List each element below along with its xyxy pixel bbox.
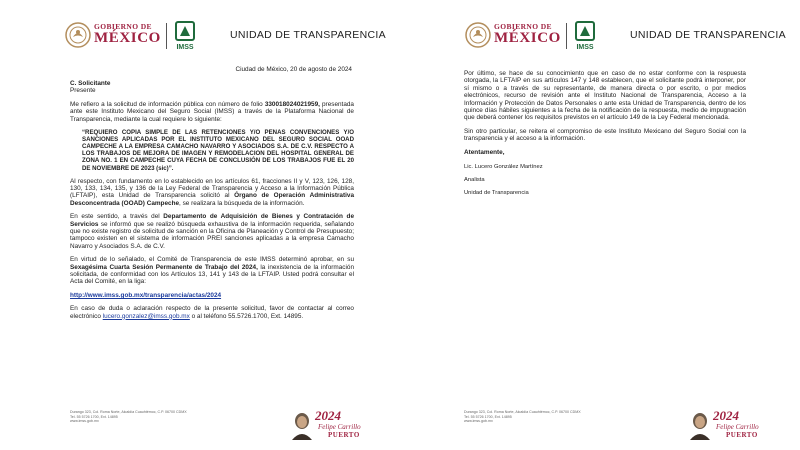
imss-logo-icon	[574, 20, 596, 52]
felipe-label: Felipe Carrillo	[318, 423, 361, 431]
mexico-emblem-icon	[64, 21, 92, 49]
year-2024: 2024	[315, 408, 341, 423]
imss-logo-text: IMSS	[176, 44, 194, 51]
paragraph-comite: En virtud de lo señalado, el Comité de Transparencia de este IMSS determinó aprobar, en su Sexagésima Cuarta Sesión Permanente de Trabajo del 2024, la inexistencia de la información solicitada, de conformidad con los Artículos 13, 141 y 143 de la LFTAIP. Usted podrá consultar el Acta del Comité, en la liga:	[70, 256, 354, 286]
footer-address: Durango 323, Col. Roma Norte, Alcaldía Cuauhtémoc, C.P. 06700 CDMX Tel. 55 5726 1700, Ext. 14895 www.imss.gob.mx	[464, 410, 581, 424]
presente-label: Presente	[70, 87, 96, 95]
email-link[interactable]: lucero.gonzalez@imss.gob.mx	[102, 312, 190, 320]
gobierno-label: GOBIERNO DE	[494, 22, 552, 31]
felipe-carrillo-portrait-icon	[290, 410, 314, 440]
header-separator	[566, 23, 567, 49]
folio-number: 330018024021959,	[264, 100, 320, 108]
paragraph-recurso: Por último, se hace de su conocimiento que en caso de no estar conforme con la respuesta otorgada, la LFTAIP en sus artículos 147 y 148 establecen, que el solicitante podrá interponer, por sí mismo o a través de su representante, de manera directa o por escrito, o por medios electrónicos, recurso de revisión ante el Instituto Nacional de Transparencia, Acceso a la Información y Protección de Datos Personales o ante esta Unidad de Transparencia, dentro de los quince días hábiles siguientes a la fecha de la notificación de la respuesta, medio de impugnación que deberá contener los requisitos previstos en el artículo 149 de la Ley Federal mencionada.	[464, 70, 746, 122]
imss-logo-text: IMSS	[576, 44, 594, 51]
felipe-label: Felipe Carrillo	[716, 423, 759, 431]
paragraph-compromiso: Sin otro particular, se reitera el compromiso de este Instituto Mexicano del Seguro Social con la transparencia y el acceso a la información.	[464, 127, 746, 143]
footer-2024-logo	[688, 408, 784, 442]
felipe-carrillo-portrait-icon	[688, 410, 712, 440]
letter-body	[70, 80, 354, 326]
page-header	[64, 20, 386, 54]
paragraph-contacto: En caso de duda o aclaración respecto de la presente solicitud, favor de contactar al correo electrónico lucero.gonzalez@imss.gob.mx o al teléfono 55.5726.1700, Ext. 14895.	[70, 305, 354, 320]
closing-atentamente: Atentamente,	[464, 148, 505, 156]
signer-role: Analista	[464, 177, 485, 184]
letter-body-continued	[464, 70, 746, 203]
mexico-emblem-icon	[464, 21, 492, 49]
signer-name: Lic. Lucero González Martínez	[464, 164, 543, 171]
puerto-label: PUERTO	[328, 431, 360, 439]
mexico-wordmark: MÉXICO	[494, 30, 561, 46]
document-page-2	[400, 0, 800, 450]
puerto-label: PUERTO	[726, 431, 758, 439]
footer-address: Durango 323, Col. Roma Norte, Alcaldía Cuauhtémoc, C.P. 06700 CDMX Tel. 55 5726 1700, Ext. 14895 www.imss.gob.mx	[70, 410, 187, 424]
header-separator	[166, 23, 167, 49]
gobierno-label: GOBIERNO DE	[94, 22, 152, 31]
actas-link[interactable]: http://www.imss.gob.mx/transparencia/actas/2024	[70, 291, 222, 299]
imss-logo-icon	[174, 20, 196, 52]
footer-2024-logo	[290, 408, 386, 442]
request-quote: “REQUIERO COPIA SIMPLE DE LAS RETENCIONES Y/O PENAS CONVENCIONES Y/O SANCIONES APLICADAS POR EL INSTITUTO MEXICANO DEL SEGURO SOCIAL OOAD CAMPECHE A LA EMPRESA CAMACHO NAVARRO Y ASOCIADOS S.A. DE C.V. RESPECTO A LOS TRABAJOS DE MEJORA DE IMAGEN Y REMODELACION DEL HOSPITAL GENERAL DE ZONA NO. 1 EN CAMPECHE CUYA FECHA DE CONCLUSIÓN DE LOS TRABAJOS FUE EL 20 DE NOVIEMBRE DE 2023 (sic)”.	[82, 129, 354, 172]
mexico-wordmark: MÉXICO	[94, 30, 161, 46]
year-2024: 2024	[713, 408, 739, 423]
paragraph-busqueda: En este sentido, a través del Departamento de Adquisición de Bienes y Contratación de Servicios se informó que se realizó búsqueda exhaustiva de la información requerida, señalando que no existe registro de solicitud de sanción en la Oficina de Planeación y Control de Presupuesto; tampoco existen en el sistema de información PREI sanciones aplicadas a la empresa Camacho Navarro y Asociados S.A. de C.V.	[70, 213, 354, 250]
unit-title: UNIDAD DE TRANSPARENCIA	[630, 29, 786, 41]
unit-title: UNIDAD DE TRANSPARENCIA	[230, 29, 386, 41]
letter-date: Ciudad de México, 20 de agosto de 2024	[235, 66, 352, 73]
signer-unit: Unidad de Transparencia	[464, 190, 529, 197]
paragraph-folio: Me refiero a la solicitud de información pública con número de folio 330018024021959, presentada ante este Instituto Mexicano del Seguro Social (IMSS) a través de la Plataforma Nacional de Transparencia, mediante la cual requiere lo siguiente:	[70, 100, 354, 123]
recipient: C. Solicitante	[70, 80, 111, 87]
paragraph-fundamento: Al respecto, con fundamento en lo establecido en los artículos 61, fracciones II y V, 123, 126, 128, 130, 133, 134, 135, y 136 de la Ley Federal de Transparencia y Acceso a la Información Pública (LFTAIP), esta Unidad de Transparencia solicitó al Órgano de Operación Administrativa Desconcentrada (OOAD) Campeche, se realizara la búsqueda de la información.	[70, 177, 354, 207]
page-header	[464, 20, 786, 54]
